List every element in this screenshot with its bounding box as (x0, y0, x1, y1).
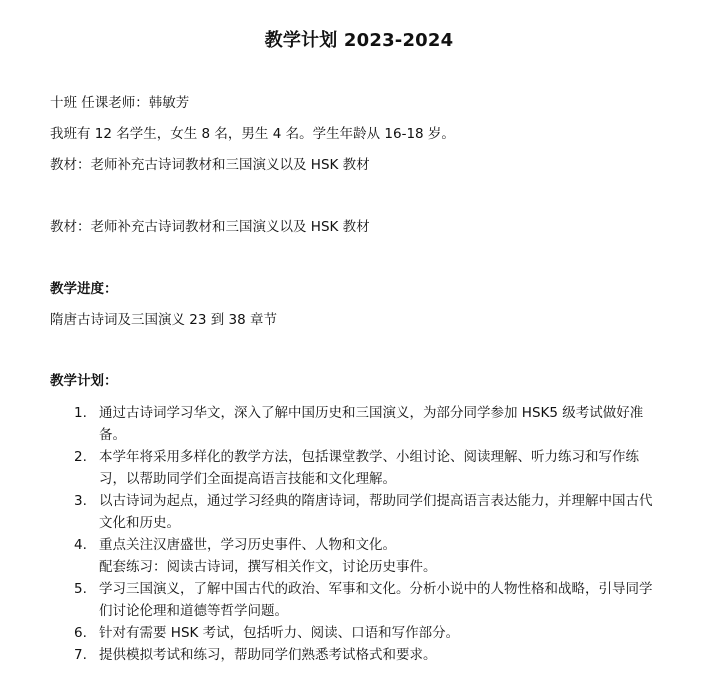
plan-item-number: 3. (74, 493, 87, 509)
plan-item (0, 534, 718, 578)
progress-heading: 教学进度： (50, 281, 118, 297)
plan-item-text: 重点关注汉唐盛世，学习历史事件、人物和文化。 (99, 537, 396, 553)
progress-text: 隋唐古诗词及三国演义 23 到 38 章节 (50, 312, 278, 328)
class-info-line: 我班有 12 名学生，女生 8 名，男生 4 名。学生年龄从 16-18 岁。 (50, 126, 455, 142)
plan-item (0, 446, 718, 490)
plan-item-number: 2. (74, 449, 87, 465)
materials-line: 教材：老师补充古诗词教材和三国演义以及 HSK 教材 (50, 157, 370, 173)
plan-heading: 教学计划： (50, 373, 118, 389)
plan-item-number: 6. (74, 625, 87, 641)
plan-item (0, 622, 718, 644)
plan-item-number: 4. (74, 537, 87, 553)
plan-item-text: 通过古诗词学习华文，深入了解中国历史和三国演义，为部分同学参加 HSK5 级考试做好准备。 (99, 405, 644, 443)
class-teacher-line: 十班 任课老师：韩敏芳 (50, 95, 190, 111)
plan-item-text: 以古诗词为起点，通过学习经典的隋唐诗词，帮助同学们提高语言表达能力，并理解中国古代文化和历史。 (99, 493, 653, 531)
plan-item-number: 5. (74, 581, 87, 597)
plan-item (0, 402, 718, 446)
plan-item (0, 644, 718, 666)
plan-item-number: 1. (74, 405, 87, 421)
plan-item (0, 490, 718, 534)
plan-item-number: 7. (74, 647, 87, 663)
plan-item (0, 578, 718, 622)
materials-line-repeat: 教材：老师补充古诗词教材和三国演义以及 HSK 教材 (50, 219, 370, 235)
document-title: 教学计划 2023-2024 (264, 30, 454, 51)
plan-item-text: 针对有需要 HSK 考试，包括听力、阅读、口语和写作部分。 (99, 625, 460, 641)
plan-item-text: 学习三国演义，了解中国古代的政治、军事和文化。分析小说中的人物性格和战略，引导同学们讨论伦理和道德等哲学问题。 (99, 581, 653, 619)
plan-list (0, 402, 718, 666)
plan-item-text: 提供模拟考试和练习，帮助同学们熟悉考试格式和要求。 (99, 647, 437, 663)
plan-item-text: 本学年将采用多样化的教学方法，包括课堂教学、小组讨论、阅读理解、听力练习和写作练习，以帮助同学们全面提高语言技能和文化理解。 (99, 449, 639, 487)
plan-item-subtext: 配套练习：阅读古诗词，撰写相关作文，讨论历史事件。 (99, 559, 437, 575)
